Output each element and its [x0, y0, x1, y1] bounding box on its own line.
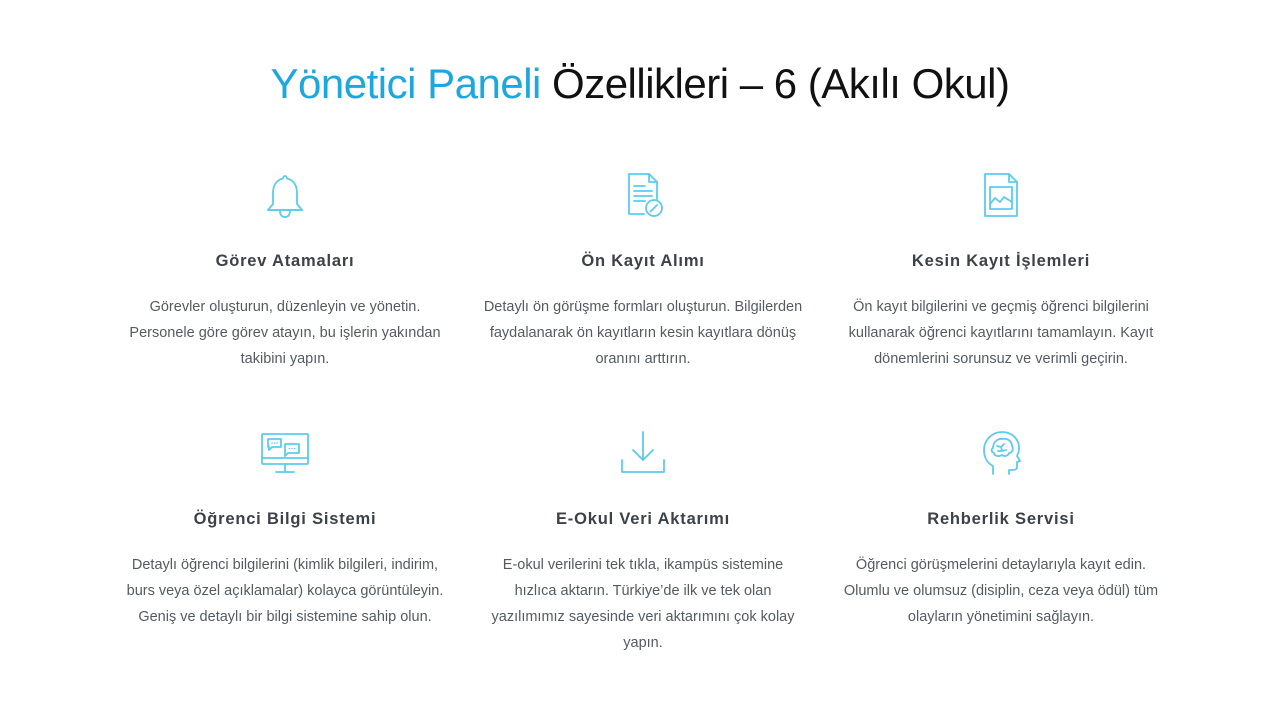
head-brain-icon: [973, 426, 1029, 482]
bell-icon: [257, 168, 313, 224]
monitor-chat-icon: [257, 426, 313, 482]
download-icon: [615, 426, 671, 482]
feature-description: Ön kayıt bilgilerini ve geçmiş öğrenci bilgilerini kullanarak öğrenci kayıtlarını tamamlayın. Kayıt dönemlerini sorunsuz ve verimli geçirin.: [848, 299, 1154, 367]
feature-card-rehberlik-servisi: [831, 426, 1171, 630]
feature-card-on-kayit-alimi: [473, 168, 813, 372]
feature-card-ogrenci-bilgi-sistemi: [115, 426, 455, 630]
document-edit-icon: [615, 168, 671, 224]
feature-description: Öğrenci görüşmelerini detaylarıyla kayıt edin. Olumlu ve olumsuz (disiplin, ceza veya ödül) tüm olayların yönetimini sağlayın.: [843, 557, 1159, 625]
feature-description: Detaylı öğrenci bilgilerini (kimlik bilgileri, indirim, burs veya özel açıklamalar) kolayca görüntüleyin. Geniş ve detaylı bir bilgi sistemine sahip olun.: [126, 557, 444, 625]
feature-card-gorev-atamalari: [115, 168, 455, 372]
slide-title-accent: Yönetici Paneli: [270, 60, 541, 107]
document-image-icon: [973, 168, 1029, 224]
feature-title: E-Okul Veri Aktarımı: [555, 510, 731, 528]
feature-description: Görevler oluşturun, düzenleyin ve yönetin. Personele göre görev atayın, bu işlerin yakından takibini yapın.: [129, 299, 441, 367]
feature-description: E-okul verilerini tek tıkla, ikampüs sistemine hızlıca aktarın. Türkiye’de ilk ve tek olan yazılımımız sayesinde veri aktarımını çok kolay yapın.: [491, 557, 795, 651]
feature-card-kesin-kayit-islemleri: [831, 168, 1171, 372]
feature-title: Görev Atamaları: [215, 252, 355, 270]
feature-title: Rehberlik Servisi: [927, 510, 1075, 528]
slide-title-rest: Özellikleri – 6 (Akılı Okul): [540, 60, 1010, 107]
feature-title: Kesin Kayıt İşlemleri: [911, 252, 1091, 270]
feature-title: Öğrenci Bilgi Sistemi: [193, 510, 377, 528]
feature-title: Ön Kayıt Alımı: [581, 252, 705, 270]
feature-card-e-okul-veri-aktarimi: [473, 426, 813, 656]
feature-description: Detaylı ön görüşme formları oluşturun. Bilgilerden faydalanarak ön kayıtların kesin kayıtlara dönüş oranını arttırın.: [483, 299, 803, 367]
slide-title: [0, 56, 1280, 112]
